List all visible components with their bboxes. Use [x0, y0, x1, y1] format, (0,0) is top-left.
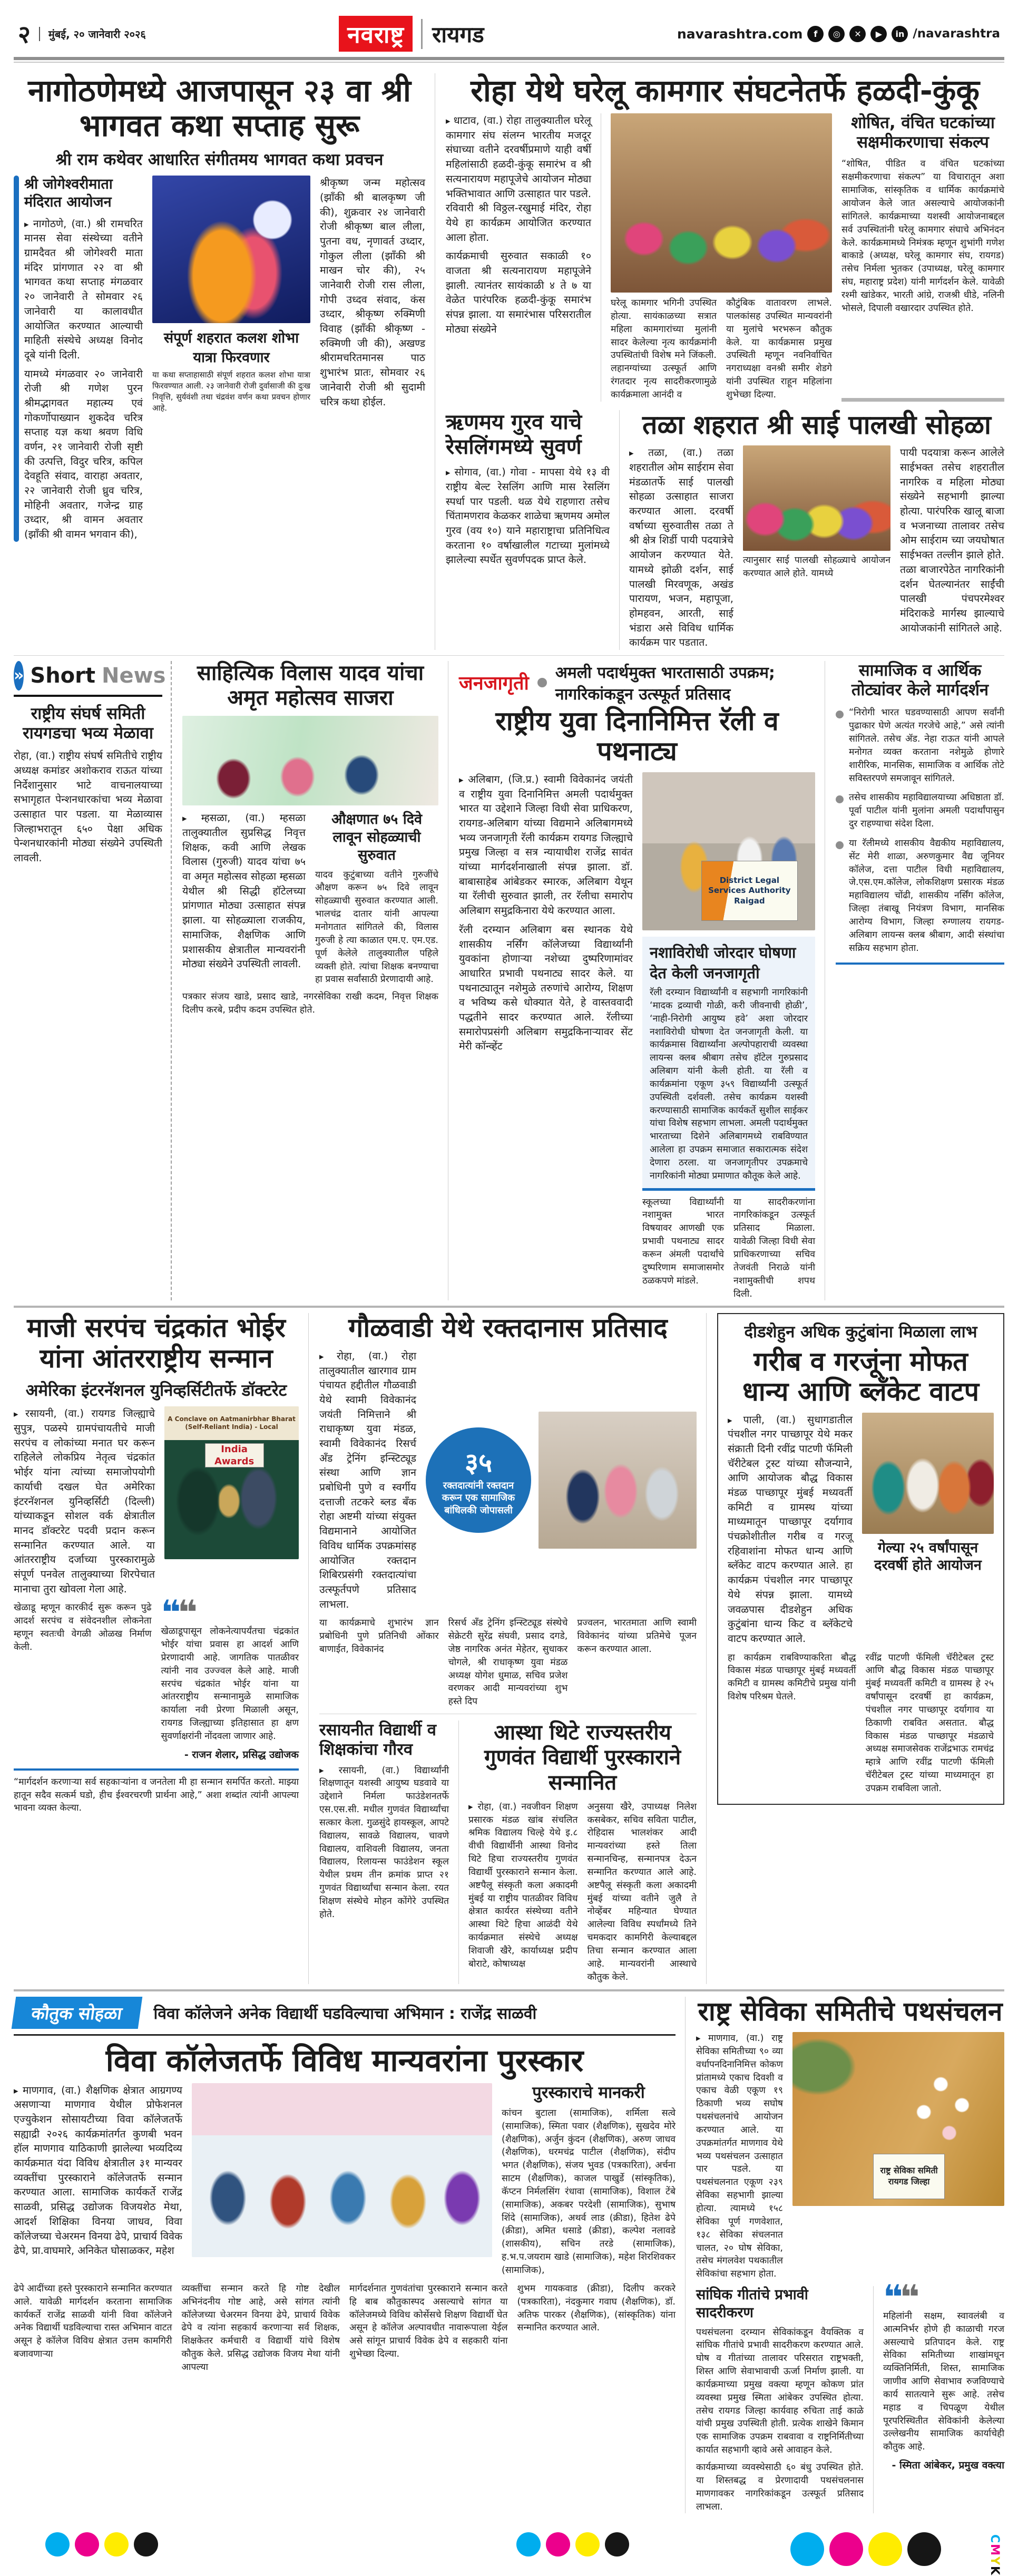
black-dot	[605, 2532, 629, 2556]
article-headline: माजी सरपंच चंद्रकांत भोईर यांना आंतरराष्ट्रीय सन्मान	[27, 1313, 286, 1374]
article-headline: गरीब व गरजूंना मोफत धान्य आणि ब्लँकेट वाटप	[742, 1346, 980, 1407]
bullet-icon	[836, 841, 844, 849]
india-awards-banner: India Awards	[205, 1443, 264, 1467]
article-body: ढेपे आदींच्या हस्ते पुरस्काराने सन्मानित करण्यात आले. यावेळी मार्गदर्शन करताना सामाजिक कार्यकर्ते राजेंद्र साळवी यांनी विवा कॉलेजने अनेक विद्यार्थी घडविल्याचा रास्त अभिमान वाटत असून हे कॉलेज विविध क्षेत्रात उत्तम कामगिरी बजावणाऱ्या	[14, 2283, 172, 2360]
band-top	[14, 68, 1004, 655]
article-subhead: सांघिक गीतांचे प्रभावी सादरीकरण	[696, 2287, 808, 2321]
article-body: ▸ सोगाव, (वा.) गोवा - मापसा येथे १३ वी राष्ट्रीय बेल्ट रेसलिंग आणि मास रेसलिंग स्पर्धा पार पडली. थळ येथे राहणारा तसेच चिंतामणराव केळकर शाळेचा ऋणमय अमोल गुरव (वय १०) याने महाराष्ट्राचा प्रतिनिधित्व करताना १० वर्षाखालील गटाच्या मुलांमध्ये झालेल्या स्पर्धेत सुवर्णपदक प्राप्त केले.	[446, 465, 610, 567]
pull-quote: ❝❝ खेळाडूपासून लोकनेत्यापर्यंतचा चंद्रकांत भोईर यांचा प्रवास हा आदर्श आणि प्रेरणादायी आहे. जागतिक पातळीवर त्यांनी नाव उज्ज्वल केले आहे. माजी सरपंच चंद्रकांत भोईर यांना या आंतरराष्ट्रीय सन्मानामुळे सामाजिक कार्याला नवी प्रेरणा मिळाली असून, रायगड जिल्ह्याच्या इतिहासात हा क्षण सुवर्णाक्षरांनी नोंदवला जाणार आहे. - राजन शेलार, प्रसिद्ध उद्योजक	[161, 1593, 299, 1761]
caption-note: या कथा सप्ताहासाठी संपूर्ण शहरात कलश शोभा यात्रा फिरवण्यात आली. २३ जानेवारी रोजी दुर्वासाजी की दुःख निवृत्ति, सुर्यवंशी तथा चंद्रवंश वर्णन कथा प्रवचन होणार आहे.	[152, 370, 310, 413]
article-body: मार्गदर्शनात गुणवंतांचा पुरस्काराने सन्मान करते हि बाब कौतुकास्पद असल्याचे सांगत या कॉलेजमध्ये विविध कोर्सेसचे शिक्षण विद्यार्थी घेत असून हे कॉलेज अल्पावधीत नावारूपाला येईल असे सांगून प्राचार्य विवेक ढेपे व सहकारी यांना शुभेच्छा दिल्या.	[349, 2283, 508, 2360]
article-headline: शोषित, वंचित घटकांच्या सक्षमीकरणाचा संकल्प	[851, 113, 995, 152]
article-body: ▸ अलिबाग, (जि.प्र.) स्वामी विवेकानंद जयंती व राष्ट्रीय युवा दिनानिमित्त अमली पदार्थमुक्त भारत या उद्देशाने जिल्हा विधी सेवा प्राधिकरण, रायगड-अलिबाग यांच्या विद्यमाने अलिबागमध्ये भव्य जनजागृती रॅली कार्यक्रम रायगड जिल्ह्याचे प्रमुख जिल्हा व सत्र न्यायाधीश राजेंद्र सावंत यांच्या मार्गदर्शनाखाली संपन्न झाला. डॉ. बाबासाहेब आंबेडकर स्मारक, अलिबाग येथून या रॅलीची सुरुवात झाली, तर रॅलीचा समारोप अलिबाग समुद्रकिनारा येथे करण्यात आला.	[459, 772, 633, 918]
article-body: रिसर्च अँड ट्रेनिंग इन्स्टिट्यूड संस्थेचे सेक्रेटरी सुरेंद्र संघवी, प्रसाद दगडे, जेष्ठ नागरिक अनंत मेहेतर, सुधाकर चोगले, श्री राधाकृष्ण युवा मंडळ अध्यक्ष योगेश धुमाळ, सचिव प्रजेश वरणकर आदी मान्यवरांच्या शुभ हस्ते दिप	[448, 1618, 568, 1707]
short-news-arrow-icon: »	[14, 661, 24, 691]
article-body: “शोषित, पीडित व वंचित घटकांच्या सक्षमीकरणाचा संकल्प” या विचारातून अशा सामाजिक, सांस्कृतिक व धार्मिक कार्यक्रमांचे आयोजन केले जात असल्याचे आयोजकांनी सांगितले. कार्यक्रमाच्या यशस्वी आयोजनाबद्दल सर्व उपस्थितांनी घरेलू कामगार संघाचे अभिनंदन केले. कार्यक्रमामध्ये निमंत्रक म्हणून शुभांगी गणेश बाकाडे (अध्यक्ष, घरेलू कामगार संघ, रायगड) तसेच निर्मला भुतकर (उपाध्यक्ष, घरेलू कामगार संघ, महाराष्ट्र प्रदेश) यांनी मार्गदर्शन केले. यावेळी रश्मी खांडेकर, भारती आंग्रे, राजश्री धीडे, नलिनी भोसले, दिपाली वखारदार उपस्थित होते.	[841, 159, 1004, 314]
short-news-label: Short	[30, 663, 96, 688]
article-body: रॅली दरम्यान अलिबाग बस स्थानक येथे शासकीय नर्सिंग कॉलेजच्या विद्यार्थ्यांनी युवकांना होणाऱ्या नशेच्या दुष्परिणामांवर आधारित प्रभावी पथनाट्य सादर केले. या पथनाट्यातून नशेमुळे तरुणांचे आरोग्य, शिक्षण व भविष्य कसे धोक्यात येते, हे वास्तववादी पद्धतीने सादर करण्यात आले. रॅलीच्या समारोपप्रसंगी अलिबाग समुद्रकिनाऱ्यावर सेंट मेरी कॉन्व्हेंट	[459, 923, 633, 1053]
bullet-text: तसेच शासकीय महाविद्यालयाच्या अधिष्ठाता डॉ. पूर्वा पाटील यांनी मुलांना अमली पदार्थांपासुन दुर राहण्याचा संदेश दिला.	[849, 792, 1004, 830]
viva-awards-photo	[192, 2083, 492, 2257]
yadav-event-photo	[182, 716, 438, 805]
awardees-list: कांचन बुटाला (सामाजिक), शर्मिला सत्वे (सामाजिक), स्मिता पवार (शैक्षणिक), सुखदेव मोरे (शैक्षणिक), अर्जुन कुंदन (शैक्षणिक), अरुण जाधव (शैक्षणिक), धरमचंद्र पाटील (शैक्षणिक), संदीप भगत (शैक्षणिक), संजय भुवड (पत्रकारिता), अर्चना साटम (शैक्षणिक), काजल पाखुर्डे (सांस्कृतिक), कॅप्टन निर्मलसिंग रंधावा (सामाजिक), विशाल टेंबे (सामाजिक), अकबर परदेशी (सामाजिक), सुभाष शिंदे (सामाजिक), अथर्व लाड (क्रीडा), हितेश ढेपे (क्रीडा), अमित धसाडे (क्रीडा), कल्पेश नलावडे (शासकीय), सचिन तरडे (सामाजिक), ह.भ.प.जयराम खाडे (सामाजिक), महेश शिरशिवकर (सामाजिक),	[502, 2107, 676, 2276]
rally-photo	[642, 772, 815, 930]
article-body: श्रीकृष्ण जन्म महोत्सव (झाँकी श्री बालकृष्ण जी की), शुक्रवार २४ जानेवारी रोजी श्रीकृष्ण बाल लीला, पुतना वध, नृणावर्त उध्दार, गोकुल लीला (झाँकी श्री माखन चोर की), २५ जानेवारी रोजी रास लीला, गोपी उध्दव संवाद, कंस उध्दार, श्रीकृष्ण रुक्मिणी विवाह (झाँकी श्रीकृष्ण - रुक्मिणी जी की), अखण्ड श्रीरामचरितमानस पाठ शुभारंभ प्रातः, सोमवार २६ जानेवारी रोजी श्री सुदामी चरित्र कथा होईल.	[320, 177, 425, 408]
article-body: प्रज्वलन, भारतमाता आणि स्वामी विवेकानंद यांच्या प्रतिमेचे पूजन करून करण्यात आला.	[577, 1618, 697, 1655]
edition-date: मुंबई, २० जानेवारी २०२६	[39, 27, 146, 41]
article-body: “मार्गदर्शन करणाऱ्या सर्व सहकाऱ्यांना व जनतेला मी हा सन्मान समर्पित करतो. माझ्या हातून सदैव सत्कर्म घडो, हीच ईश्वरचरणी प्रार्थना आहे,” अशा शब्दांत त्यांनी आपल्या भावना व्यक्त केल्या.	[14, 1776, 299, 1814]
magenta-dot	[75, 2532, 99, 2556]
blood-donation-photo	[539, 1412, 697, 1549]
palkhi-photo	[743, 445, 890, 551]
cyan-dot	[45, 2532, 70, 2556]
article-headline: राष्ट्रीय संघर्ष समिती रायगडचा भव्य मेळावा	[23, 704, 153, 743]
article-headline: राष्ट्र सेविका समितीचे पथसंचलन	[698, 1996, 1003, 2027]
photo-caption: संपूर्ण शहरात कलश शोभा यात्रा फिरवणार	[163, 330, 299, 366]
article-headline: सामाजिक व आर्थिक तोट्यांवर केले मार्गदर्शन	[851, 660, 989, 700]
article-body: त्यानुसार साई पालखी सोहळ्याचे आयोजन करण्यात आले होते. यामध्ये	[743, 555, 890, 579]
black-dot	[907, 2532, 941, 2566]
article-body: अनुसया खैरे, उपाध्यक्ष निलेश कसबेकर, सचिव सविता पाटील, रोहिदास भालशंकर आदी मान्यवरांच्या हस्ते तिला सन्मानचिन्ह, सन्मानपत्र देऊन सन्मानित करण्यात आले आहे. अष्टपैलू संस्कृती कला अकादमी मुंबई यांच्या वतीने जुलै ते नोव्हेंबर महिन्यात घेण्यात आलेल्या विविध स्पर्धांमध्ये तिने चमकदार कामगिरी केल्याबद्दल तिचा सन्मान करण्यात आला आहे. मान्यवरांनी आस्थाचे कौतुक केले.	[587, 1801, 697, 1982]
quote-text: खेळाडूपासून लोकनेत्यापर्यंतचा चंद्रकांत भोईर यांचा प्रवास हा आदर्श आणि प्रेरणादायी आहे. जागतिक पातळीवर त्यांनी नाव उज्ज्वल केले आहे. माजी सरपंच चंद्रकांत भोईर यांना या आंतरराष्ट्रीय सन्मानामुळे सामाजिक कार्याला नवी प्रेरणा मिळाली असून, रायगड जिल्ह्याच्या इतिहासात हा क्षण सुवर्णाक्षरांनी नोंदवला जाणार आहे.	[161, 1626, 299, 1742]
article-body: हा कार्यक्रम राबविण्याकरिता बौद्ध विकास मंडळ पाच्छापूर मुंबई मध्यवर्ती कमिटी व ग्रामस्थ कमिटीचे प्रमुख यांनी विशेष परिश्रम घेतले.	[728, 1652, 856, 1703]
article-body: खेळाडू म्हणून कारकीर्द सुरू करून पुढे आदर्श सरपंच व संवेदनशील लोकनेता म्हणून स्वतःची वेगळी ओळख निर्माण केली.	[14, 1602, 152, 1652]
magenta-dot	[829, 2532, 863, 2566]
header-rule-2	[14, 62, 1004, 63]
section-tag: जनजागृती	[459, 673, 529, 695]
page-number: २	[18, 20, 31, 48]
article-yadav	[182, 661, 448, 1300]
article-bhagwat	[14, 73, 435, 650]
article-body: रवींद्र पाटणी फॅमिली चॅरीटेबल ट्रस्ट आणि बौद्ध विकास मंडळ पाच्छापूर मुंबई मध्यवर्ती कमिटी व ग्रामस्थ हे २५ वर्षांपासून दरवर्षी हा कार्यक्रम, पंचशील नगर पाच्छापूर दर्यागाव या ठिकाणी राबवित असतात. बौद्ध विकास मंडळ पाच्छापूर मंडळाचे अध्यक्ष समाजसेवक राजेंद्रभाऊ रामचंद्र म्हात्रे आणि रवींद्र पाटणी फॅमिली चॅरीटेबल ट्रस्ट यांच्या माध्यमातून हा उपक्रम राबविला जातो.	[865, 1652, 994, 1794]
highlight-box	[642, 937, 815, 1191]
article-headline: राष्ट्रीय युवा दिनानिमित्त रॅली व पथनाट्य	[495, 705, 779, 767]
article-body: कौटुंबिक वातावरण लाभले. पालकांसह उपस्थित मान्यवरांनी या मुलांचे भरभरून कौतुक केले. या कार्यक्रमास प्रमुख उपस्थिती म्हणून नवनिर्वाचित नगराध्यक्षा वनश्री समीर शेडगे यांनी उपस्थित राहून महिलांना शुभेच्छा दिल्या.	[726, 298, 832, 401]
article-body: पायी पदयात्रा करून आलेले साईभक्त तसेच शहरातील नागरिक व महिला मोठ्या संख्येने सहभागी झाल्या होत्या. पारंपरिक खालू बाजा व भजनाच्या तालावर तसेच ओम साईराम च्या जयघोषात साईभक्त तल्लीन झाले होते. तळा बाजारपेठेत नागरिकांनी दर्शन घेतल्यानंतर साईंची पालखी पंचपरमेश्वर मंदिराकडे मार्गस्थ झाल्याचे आयोजकांनी सांगितले आहे.	[900, 446, 1004, 634]
article-palkhi	[629, 410, 1004, 650]
masthead-logo[interactable]: नवराष्ट्र	[339, 16, 413, 52]
article-headline: रोहा येथे घरेलू कामगार संघटनेतर्फे हळदी-कुंकू	[471, 73, 980, 109]
highlight-headline: नशाविरोधी जोरदार घोषणा देत केली जनजागृती	[650, 943, 796, 982]
article-subhead: गेल्या २५ वर्षांपासून दरवर्षी होते आयोजन	[874, 1539, 982, 1574]
band-lower-middle	[14, 1306, 1004, 1989]
article-body: स्कूलच्या विद्यार्थ्यांनी नशामुक्त भारत विषयावर आणखी एक प्रभावी पथनाट्य सादर करून अंमली पदार्थांचे दुष्परिणाम समाजासमोर ठळकपणे मांडले.	[642, 1197, 724, 1286]
article-body: ▸ नागोठणे, (वा.) श्री रामचरित मानस सेवा संस्थेच्या वतीने ग्रामदैवत श्री जोगेश्वरी माता मंदिर प्रांगणात २२ वा श्री भागवत कथा सप्ताह मंगळवार २० जानेवारी ते सोमवार २६ जानेवारी या कालावधीत आयोजित करण्यात आल्याची माहिती संस्थेचे अध्यक्ष विनोद दूबे यांनी दिली.	[24, 217, 143, 363]
donors-count-badge	[426, 1427, 531, 1533]
quote-attribution: - स्मिता आंबेकर, प्रमुख वक्त्या	[892, 2460, 1004, 2472]
article-body: व्यक्तींचा सन्मान करते हि गोष्ट देखील अभिनंदनीय गोष्ट आहे, असे सांगत त्यांनी कॉलेजच्या चेअरमन विनया ढेपे, प्राचार्य विवेक ढेपे व त्यांना सहकार्य करणाऱ्या सर्व शिक्षक, शिक्षकेतर कर्मचारी व विद्यार्थी यांचे विशेष कौतुक केले. प्रसिद्ध उद्योजक विजय मेथा यांनी आपल्या	[181, 2283, 340, 2373]
article-kicker: अमली पदार्थमुक्त भारतासाठी उपक्रम; नागरिकांकडून उत्स्फूर्त प्रतिसाद	[555, 663, 775, 704]
sevika-march-photo	[792, 2032, 1004, 2206]
short-news-section	[14, 661, 172, 1300]
article-body: या कार्यक्रमाचे शुभारंभ ज्ञान प्रबोधिनी पुणे प्रतिनिधी ओंकार बाणाईत, विवेकानंद	[319, 1618, 439, 1655]
article-kicker: दीडशेहुन अधिक कुटुंबांना मिळाला लाभ	[744, 1323, 977, 1342]
yellow-dot	[104, 2532, 129, 2556]
tag-dot-icon	[537, 678, 547, 687]
bullet-icon	[836, 795, 844, 803]
awardees-list-2: शुभम गायकवाड (क्रीडा), दिलीप करकरे (पत्रकारिता), नंदकुमार गवाघ (शैक्षणिक), डॉ. अतिफ पारकर (शैक्षणिक), (सांस्कृतिक) यांना सन्मानित करण्यात आले.	[517, 2283, 676, 2334]
rally-banner: District Legal Services Authority Raigad	[701, 861, 798, 921]
website-link[interactable]: navarashtra.com	[677, 26, 803, 42]
cmyk-label: CMYK	[988, 2534, 1001, 2576]
kautuk-sohala-label: कौतुक सोहळा	[12, 1997, 142, 2029]
article-body: घरेलू कामगार भगिनी उपस्थित होत्या. सायंकाळच्या सत्रात महिला कामगारांच्या मुलांनी सादर केलेल्या नृत्य कार्यक्रमांनी उपस्थितांची विशेष मने जिंकली. लहानग्यांच्या उत्स्फूर्त आणि रंगतदार नृत्य सादरीकरणामुळे कार्यक्रमाला आनंदी व	[611, 298, 717, 401]
article-subhead: अमेरिका इंटरनॅशनल युनिव्हर्सिटीतर्फे डॉक्टरेट	[25, 1381, 287, 1401]
article-body: ▸ रसायनी, (वा.) रायगड जिल्ह्याचे सुपुत्र, पळस्पे ग्रामपंचायतीचे माजी सरपंच व लोकांच्या मनात घर करून राहिलेले लोकप्रिय नेतृत्व चंद्रकांत भोईर यांना त्यांच्या समाजोपयोगी कार्याची दखल घेत अमेरिका इंटरनॅशनल युनिव्हर्सिटी (दिल्ली) यांच्याकडून सोशल वर्क क्षेत्रातील मानद डॉक्टरेट पदवी प्रदान करून सन्मानित करण्यात आले. या आंतरराष्ट्रीय दर्जाच्या पुरस्कारामुळे संपूर्ण पनवेल तालुक्याच्या शिरपेचात मानाचा तुरा खोवला गेला आहे.	[14, 1406, 155, 1596]
cyan-dot	[790, 2532, 824, 2566]
article-body: ▸ धाटाव, (वा.) रोहा तालुक्यातील घरेलू कामगार संघ संलग्न भारतीय मजदूर संघाच्या वतीने दरवर्षीप्रमाणे याही वर्षी महिलांसाठी हळदी-कुंकू समारंभ व श्री सत्यनारायण महापूजेचे आयोजन मोठ्या भक्तिभावात आणि उत्साहात पार पडले. रविवारी श्री विठ्ठल-रखुमाई मंदिर, रोहा येथे हा कार्यक्रम आयोजित करण्यात आला होता.	[446, 113, 591, 245]
bullet-text: या रॅलीमध्ये शासकीय वैद्यकीय महाविद्यालय, सेंट मेरी शाळा, अरुणकुमार वैद्य जूनियर कॉलेज, दत्ता पाटील विधी महाविद्यालय, जे.एस.एम.कॉलेज, लोकशिक्षण प्रसारक मंडळ महाविद्यालय चोंढी, शासकीय नर्सिंग कॉलेज, जिल्हा तंबाखू नियंत्रण विभाग, मानसिक आरोग्य विभाग, जिल्हा रुग्णालय रायगड-अलिबाग लायन्स क्लब श्रीबाग, आदी संस्थांचा सक्रिय सहभाग होता.	[849, 838, 1004, 954]
facebook-icon[interactable]: f	[807, 26, 824, 42]
article-grain	[717, 1313, 1004, 1984]
magenta-dot	[546, 2532, 570, 2556]
yellow-dot	[868, 2532, 902, 2566]
pull-quote: ❝❝ महिलांनी सक्षम, स्वावलंबी व आत्मनिर्भर होणे ही काळाची गरज असल्याचे प्रतिपादन केले. राष्ट्र सेविका समितीच्या शाखांमधून व्यक्तिनिर्मिती, शिस्त, सामाजिक जाणीव आणि सेवाभाव रुजविण्याचे कार्य सातत्याने सुरू आहे. तसेच महाड व चिपळूण येथील पूरपरिस्थितीत सेविकांनी केलेल्या उल्लेखनीय सामाजिक कार्याचेही कौतुक आहे. - स्मिता आंबेकर, प्रमुख वक्त्या	[883, 2278, 1004, 2472]
article-headline: गौळवाडी येथे रक्तदानास प्रतिसाद	[348, 1313, 668, 1344]
article-rasayani	[319, 1720, 459, 1984]
article-note: पत्रकार संजय खाडे, प्रसाद खाडे, नगरसेविका राखी कदम, निवृत्त शिक्षक दिलीप करबे, प्रदीप कदम उपस्थित होते.	[182, 991, 438, 1016]
article-sidehead: श्री जोगेश्वरीमाता मंदिरात आयोजन	[24, 176, 113, 210]
article-headline: तळा शहरात श्री साई पालखी सोहळा	[642, 409, 991, 440]
x-icon[interactable]: ✕	[849, 26, 866, 42]
page-header	[14, 0, 1004, 57]
bhoir-award-photo	[164, 1406, 299, 1559]
article-headline: नागोठणेमध्ये आजपासून २३ वा श्री भागवत कथा सप्ताह सुरू	[28, 73, 411, 144]
youtube-icon[interactable]: ▶	[870, 26, 887, 42]
blue-divider	[14, 1768, 299, 1771]
article-body: कार्यक्रमाची सुरुवात सकाळी १० वाजता श्री सत्यनारायण महापूजेने झाली. त्यानंतर सायंकाळी ४ ते ७ या वेळेत पारंपरिक हळदी-कुंकू समारंभ संपन्न झाला. या समारंभास परिसरातील मोठ्या संख्येने	[446, 250, 591, 335]
instagram-icon[interactable]: ◎	[828, 26, 845, 42]
highlight-body: रॅली दरम्यान विद्यार्थ्यांनी व सहभागी नागरिकांनी ‘मादक द्रव्याची गोळी, करी जीवनाची होळी’, ‘नाही-निरोगी आयुष्य हवे’ अशा जोरदार नशाविरोधी घोषणा देत जनजागृती केली. या कार्यक्रमास विद्यार्थ्यांना अल्पोपहाराची व्यवस्था लायन्स क्लब श्रीबाग तसेच हॉटेल गुरुप्रसाद अलिबाग यांनी केली होती. या रॅली व कार्यक्रमांना एकूण ३५९ विद्यार्थ्यांनी उत्स्फूर्त उपस्थिती दर्शवली. तसेच कार्यक्रम यशस्वी करण्यासाठी सामाजिक कार्यकर्ते सुशील साईकर यांचा विशेष सहभाग लाभला. अमली पदार्थमुक्त भारताच्या दिशेने अलिबागमध्ये राबविण्यात आलेला हा उपक्रम समाजात सकारात्मक संदेश देणारा ठरला. या जनजागृतीपर उपक्रमाचे नागरिकांनी मोठ्या प्रमाणात कौतूक केले आहे.	[650, 987, 808, 1181]
article-headline: ऋणमय गुरव याचे रेसलिंगमध्ये सुवर्ण	[446, 410, 582, 460]
article-body: यादव कुटुंबाच्या वतीने गुरुजींचे औक्षण करून ७५ दिवे लावून सोहळ्याची सुरुवात करण्यात आली. भालचंद्र दातार यांनी आपल्या मनोगतात सांगितले की, विलास गुरुजी हे त्या काळात एम.ए. एम.एड. पूर्ण केलेले तालुक्यातील पहिले व्यक्ती होते. त्यांचा शिक्षक बनण्याचा हा प्रवास सर्वांसाठी प्रेरणादायी आहे.	[315, 869, 438, 985]
band-bottom	[14, 1989, 1004, 2519]
article-body: या सादरीकरणांना नागरिकांकडून उत्स्फूर्त प्रतिसाद मिळाला. यावेळी जिल्हा विधी सेवा प्राधिकरणाच्या सचिव तेजवंती निराळे यांनी नशामुक्तीची शपथ दिली.	[733, 1197, 815, 1299]
article-subhead: पुरस्काराचे मानकरी	[532, 2083, 645, 2102]
article-body: ▸ रसायनी, (वा.) विद्यार्थ्यांनी शिक्षणातून यशस्वी आयुष्य घडवावे या उद्देशाने निर्मला फाउंडेशनतर्फे एस.एस.सी. मधील गुणवंत विद्यार्थ्यांचा सत्कार केला. गुळसुंदे हायस्कूल, आपटे विद्यालय, सावळे विद्यालय, चावणे विद्यालय, वाशिवली विद्यालय, जनता विद्यालय, रिलायन्स फाउंडेशन स्कूल येथील प्रथम तीन क्रमांक प्राप्त २१ गुणवंत विद्यार्थ्यांचा सन्मान केला. रयत शिक्षण संस्थेचे मोहन कोंगेरे उपस्थित होते.	[319, 1764, 449, 1921]
krishna-photo	[152, 176, 310, 323]
article-body: रोहा, (वा.) राष्ट्रीय संघर्ष समितीचे राष्ट्रीय अध्यक्ष कमांडर अशोकराव राऊत यांच्या निर्देशानुसार भाटे वाचनालयाच्या सभागृहात पेन्शनधारकांचा भव्य मेळावा उत्साहात पार पडला. या मेळाव्यास जिल्हाभरातून ६५० पेक्षा अधिक पेन्शनधारकांनी मोठ्या संख्येने उपस्थिती लावली.	[14, 750, 162, 864]
article-viva	[14, 1997, 686, 2514]
quote-text: महिलांनी सक्षम, स्वावलंबी व आत्मनिर्भर होणे ही काळाची गरज असल्याचे प्रतिपादन केले. राष्ट्र सेविका समितीच्या शाखांमधून व्यक्तिनिर्मिती, शिस्त, सामाजिक जाणीव आणि सेवाभाव रुजविण्याचे कार्य सातत्याने सुरू आहे. तसेच महाड व चिपळूण येथील पूरपरिस्थितीत सेविकांनी केलेल्या उल्लेखनीय सामाजिक कार्याचेही कौतुक आहे.	[883, 2310, 1004, 2453]
article-guidance	[836, 661, 1004, 1300]
article-shoshit	[841, 113, 1004, 402]
article-blood	[319, 1313, 707, 1984]
black-dot	[134, 2532, 158, 2556]
article-headline: विवा कॉलेजतर्फे विविध मान्यवरांना पुरस्कार	[105, 2042, 584, 2078]
social-handle[interactable]: /navarashtra	[913, 27, 1000, 41]
header-rule	[14, 57, 1004, 60]
article-body: ▸ माणगाव, (वा.) राष्ट्र सेविका समितीच्या ९० व्या वर्धापनदिनानिमित्त कोकण प्रांतामध्ये एकाच दिवशी व एकाच वेळी एकूण १९ ठिकाणी भव्य सघोष पथसंचलनांचे आयोजन करण्यात आले. या उपक्रमांतर्गत माणगाव येथे भव्य पथसंचलन उत्साहात पार पडले. या पथसंचलनात एकूण २३९ सेविका सहभागी झाल्या होत्या. त्यामध्ये १५८ सेविका पूर्ण गणवेशात, १३८ सेविका संचलनात चालत, २० घोष सेविका, तसेच मंगलवेश पथकातील सेविकांचा सहभाग होता.	[696, 2032, 783, 2281]
band-middle	[14, 655, 1004, 1306]
print-marks-row	[14, 2519, 1004, 2576]
article-kicker: विवा कॉलेजने अनेक विद्यार्थी घडविल्याचा अभिमान : राजेंद्र साळवी	[153, 2004, 537, 2023]
section-name: रायगड	[421, 19, 484, 49]
article-aastha	[468, 1720, 697, 1984]
blue-divider	[836, 963, 1004, 965]
accent-bar	[14, 176, 19, 542]
article-haldi	[446, 73, 1004, 650]
haldi-group-photo	[611, 113, 832, 293]
linkedin-icon[interactable]: in	[892, 26, 908, 42]
article-rally	[459, 661, 825, 1300]
article-bhoir	[14, 1313, 309, 1984]
bullet-text: “निरोगी भारत घडवण्यासाठी आपण सर्वांनी पुढाकार घेणे अत्यंत गरजेचे आहे,” असे त्यांनी सांगितले. तसेच ॲड. नेहा राऊत यांनी आपले मनोगत व्यक्त करताना नशेमुळे होणारे शारीरिक, मानसिक, सामाजिक व आर्थिक तोटे सविस्तरपणे समजावून सांगितले.	[849, 707, 1004, 784]
article-body: ▸ रोहा, (वा.) रोहा तालुक्यातील खारगाव ग्राम पंचायत हद्दीतील गौळवाडी येथे स्वामी विवेकानंद जयंती निमित्ताने श्री राधाकृष्ण युवा मंडळ, स्वामी विवेकानंद रिसर्च अँड ट्रेनिंग इन्स्टिट्यूड संस्था आणि ज्ञान प्रबोधिनी पुणे व स्वर्गीय दत्ताजी तटकरे ब्लड बँक रोहा अष्टमी यांच्या संयुक्त विद्यमानाने आयोजित विविध धार्मिक उपक्रमांसह आयोजित रक्तदान शिबिरप्रसंगी रक्तदात्यांचा उत्स्फूर्तपणे प्रतिसाद लाभला.	[319, 1349, 416, 1611]
article-subhead: श्री राम कथेवर आधारित संगीतमय भागवत कथा प्रवचन	[55, 150, 384, 170]
bullet-icon	[836, 711, 844, 718]
article-body: ▸ माणगाव, (वा.) शैक्षणिक क्षेत्रात आग्रगण्य असणाऱ्या माणगाव येथील प्रोफेशनल एज्युकेशन सोसायटीच्या विवा कॉलेजतर्फे सह्याद्री २०२६ कार्यक्रमांतर्गत कुणबी भवन हॉल माणगाव याठिकाणी झालेल्या भव्यदिव्य कार्यक्रमात यंदा विविध क्षेत्रातील ३१ मान्यवर व्यक्तींचा पुरस्काराने कॉलेजतर्फे सन्मान करण्यात आला. सामाजिक कार्यकर्ते राजेंद्र साळवी, प्रसिद्ध उद्योजक विजयशेठ मेथा, आदर्श शिक्षिका विनया जाधव, विवा कॉलेजच्या चेअरमन विनया ढेपे, प्राचार्य विवेक ढेपे, प्रा.वाघमारे, अनिकेत घोसाळकर, महेश	[14, 2083, 182, 2277]
grain-distribution-photo	[862, 1413, 994, 1534]
badge-number: ३५	[465, 1447, 492, 1478]
quote-attribution: - राजन शेलार, प्रसिद्ध उद्योजक	[184, 1748, 299, 1761]
badge-text: रक्तदात्यांनी रक्तदान करून एक सामाजिक बांधिलकी जोपासली	[442, 1480, 515, 1516]
cmyk-dots-middle	[516, 2532, 629, 2556]
article-body: यामध्ये मंगळवार २० जानेवारी रोजी श्री गणेश पुरन श्रीमद्भागवत महात्म्य एवं गोकर्णोपाख्यान शुकदेव चरित्र सप्ताह यज्ञ कथा श्रवण विधि वर्णन, २१ जानेवारी रोजी सृष्टी की उत्पत्ति, विदुर चरित्र, कपिल देवहूति संवाद, वाराहा अवतार, २२ जानेवारी रोजी ध्रुव चरित्र, मोहिनी अवतार, गजेन्द्र ग्राह उध्दार, श्री वामन अवतार (झाँकी श्री वामन भगवान की),	[24, 367, 143, 541]
article-sevika	[696, 1997, 1004, 2514]
cmyk-dots-left	[45, 2532, 158, 2556]
article-body: ▸ तळा, (वा.) तळा शहरातील ओम साईराम सेवा मंडळातर्फे साई पालखी सोहळा उत्साहात साजरा करण्यात आला. दरवर्षी वर्षाच्या सुरुवातीस तळा ते श्री क्षेत्र शिर्डी पायी पदयात्रेचे आयोजन करण्यात येते. यामध्ये झोळी दर्शन, साई पालखी मिरवणूक, अखंड पारायण, भजन, महापूजा, होमहवन, आरती, साई भंडारा असे विविध धार्मिक कार्यक्रम पार पडतात.	[629, 445, 733, 650]
article-body: पथसंचलना दरम्यान सेविकांकडून वैयक्तिक व सांघिक गीतांचे प्रभावी सादरीकरण करण्यात आले. घोष व गीतांच्या तालावर परिसरात राष्ट्रभक्ती, शिस्त आणि सेवाभावाची ऊर्जा निर्माण झाली. या कार्यक्रमाच्या प्रमुख वक्त्या म्हणून कोकण प्रांत व्यवस्था प्रमुख स्मिता आंबेकर उपस्थित होत्या. तसेच रायगड जिल्हा कार्यवाह रुचिता ताई काळे यांची प्रमुख उपस्थिती होती. प्रत्येक शाखेने किमान एक सामाजिक उपक्रम राबवावा व राष्ट्रनिर्मितीच्या कार्यात सहभागी व्हावे असे आवाहन केले.	[696, 2327, 864, 2456]
article-body: ▸ म्हसळा, (वा.) म्हसळा तालुक्यातील सुप्रसिद्ध निवृत्त शिक्षक, कवी आणि लेखक विलास (गुरुजी) यादव यांचा ७५ वा अमृत महोत्सव सोहळा म्हसळा येथील श्री सिद्धी हॉटेलच्या प्रांगणात मोठ्या उत्साहात संपन्न झाला. या सोहळ्याला राजकीय, सामाजिक, शैक्षणिक आणि प्रशासकीय क्षेत्रातील मान्यवरांनी मोठ्या संख्येने उपस्थिती लावली.	[182, 811, 306, 986]
article-subhead: औक्षणात ७५ दिवे लावून सोहळ्याची सुरुवात	[331, 811, 423, 863]
yellow-dot	[575, 2532, 600, 2556]
cmyk-dots-right	[790, 2532, 941, 2566]
article-body: कार्यक्रमाच्या व्यवस्थेसाठी ६० बंधु उपस्थित होते. या शिस्तबद्ध व प्रेरणादायी पथसंचलनास माणगावकर नागरिकांकडून उत्स्फूर्त प्रतिसाद लाभला.	[696, 2462, 864, 2512]
conclave-banner: A Conclave on Aatmanirbhar Bharat (Self-Reliant India) - Local	[164, 1406, 299, 1440]
article-headline: आस्था थिटे राज्यस्तरीय गुणवंत विद्यार्थी पुरस्काराने सन्मानित	[484, 1720, 681, 1795]
article-body: ▸ रोहा, (वा.) नवजीवन शिक्षण प्रसारक मंडळ खांब संचलित श्रमिक विद्यालय चिल्हे येथे इ.८ वीची विद्यार्थीनी आस्था विनोद थिटे हिचा राज्यस्तरीय गुणवंत विद्यार्थी पुरस्काराने सन्मान केला. अष्टपैलू संस्कृती कला अकादमी मुंबई या राष्ट्रीय पातळीवर विविध क्षेत्रात कार्यरत संस्थेच्या वतीने आस्था थिटे हिचा आळंदी येथे कार्यक्रमात संस्थेचे अध्यक्ष शिवाजी खैरे, कार्याध्यक्ष प्रदीप बोराटे, कोषाध्यक्ष	[468, 1801, 578, 1984]
article-headline: रसायनीत विद्यार्थी व शिक्षकांचा गौरव	[319, 1720, 437, 1760]
article-wrestling	[446, 410, 620, 650]
article-headline: साहित्यिक विलास यादव यांचा अमृत महोत्सव साजरा	[197, 660, 424, 711]
article-body: ▸ पाली, (वा.) सुधागडातील पंचशील नगर पाच्छापूर येथे मकर संक्राती दिनी रवींद्र पाटणी फॅमिली चॅरीटेबल ट्रस्ट यांच्या सौजन्याने, आणि आयोजक बौद्ध विकास मंडळ पाच्छापूर मुंबई मध्यवर्ती कमिटी व ग्रामस्थ यांच्या माध्यमातून पाच्छापूर दर्यागाव पंचक्रोशीतील गरीब व गरजू रहिवाशांना मोफत धान्य आणि ब्लॅकेट वाटप करण्यात आले. हा कार्यक्रम पंचशील नगर पाच्छापूर येथे संपन्न झाला. यामध्ये जवळपास दीडशेहुन अधिक कुटुंबांना धान्य किट व ब्लॅकेटचे वाटप करण्यात आले.	[728, 1413, 853, 1646]
sevika-banner: राष्ट्र सेविका समिती रायगड जिल्हा	[873, 2154, 945, 2199]
short-news-label-2: News	[102, 663, 166, 688]
cyan-dot	[516, 2532, 541, 2556]
